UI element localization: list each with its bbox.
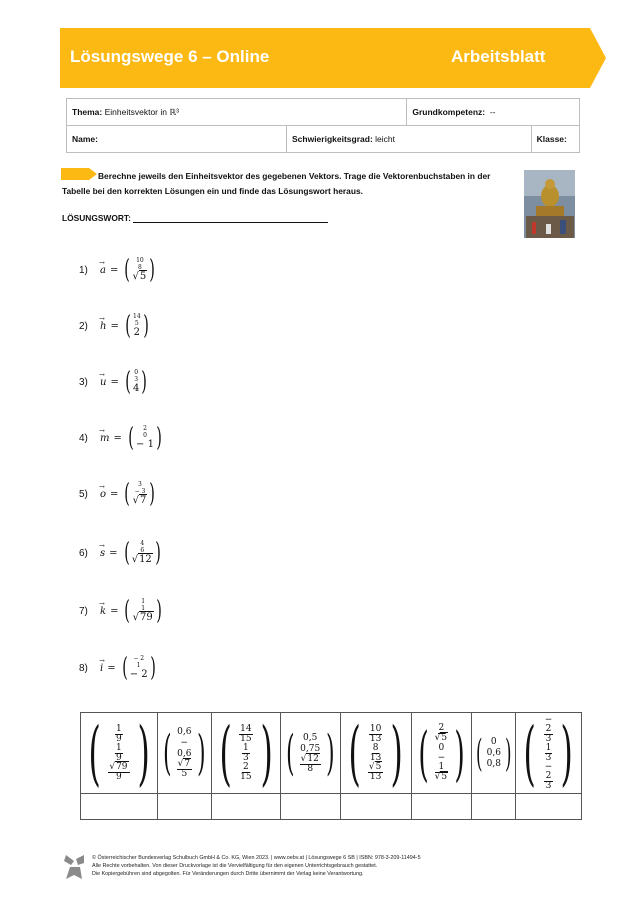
solution-cell xyxy=(411,713,472,794)
task-item xyxy=(79,313,151,339)
left-paren: ( xyxy=(128,423,134,453)
fraction xyxy=(545,744,553,763)
fraction xyxy=(108,763,129,782)
equals-sign: = xyxy=(109,264,119,276)
vector-letter: → k xyxy=(100,606,106,617)
left-paren: ( xyxy=(219,712,232,794)
answer-cell[interactable] xyxy=(472,794,516,820)
grundkompetenz-label: Grundkompetenz: xyxy=(412,107,486,117)
answer-letters-row xyxy=(81,794,582,820)
thema-label: Thema: xyxy=(72,106,103,117)
solution-cell xyxy=(340,713,411,794)
sqrt-sign: √ xyxy=(132,612,139,623)
component-y: − 0,6 xyxy=(177,738,192,759)
fraction xyxy=(435,754,448,782)
fraction xyxy=(115,725,123,744)
right-paren: ) xyxy=(149,479,156,509)
info-table xyxy=(66,98,580,153)
answer-cell[interactable] xyxy=(157,794,211,820)
vector-letter: → h xyxy=(100,321,106,332)
schwierigkeit-label: Schwierigkeitsgrad: xyxy=(292,134,373,144)
footer-line-3: Die Kopiergebühren sind abgegolten. Für Veränderungen durch Dritte übernimmt der Verlag keine Verantwortung. xyxy=(92,871,364,877)
task-number: 3) xyxy=(79,376,88,388)
denominator: 5 xyxy=(181,769,188,779)
equals-sign: = xyxy=(109,547,118,559)
task-number: 2) xyxy=(79,320,88,332)
component-y: − 3 xyxy=(134,488,146,495)
solution-cell xyxy=(516,713,581,794)
sqrt-radicand: 12 xyxy=(139,554,152,565)
solution-components xyxy=(368,725,383,782)
fraction xyxy=(368,763,383,782)
component-y: 0,6 xyxy=(486,747,501,758)
right-paren: ) xyxy=(454,718,465,788)
vector-components xyxy=(133,481,148,507)
fraction xyxy=(239,725,252,744)
solution-cell xyxy=(157,713,211,794)
solution-cell xyxy=(211,713,280,794)
solution-components xyxy=(435,724,448,782)
left-paren: ( xyxy=(124,479,131,509)
denominator: 9 xyxy=(116,733,122,744)
left-paren: ( xyxy=(88,712,101,794)
buddha-photo xyxy=(524,170,575,238)
solution-vectors-row xyxy=(81,713,582,794)
sqrt-radicand: 79 xyxy=(139,612,153,623)
vector-components xyxy=(133,369,139,395)
sqrt-radicand: 79 xyxy=(116,761,128,772)
schwierigkeit-cell xyxy=(287,126,532,153)
solution-vector xyxy=(212,712,280,794)
left-paren: ( xyxy=(125,311,131,341)
column-vector xyxy=(123,369,150,395)
right-paren: ) xyxy=(142,311,149,341)
column-vector xyxy=(122,481,157,507)
column-vector xyxy=(122,598,163,624)
task-number: 4) xyxy=(79,432,88,444)
vector-letter: → m xyxy=(100,433,109,444)
publisher-logo-icon xyxy=(62,853,86,881)
equals-sign: = xyxy=(110,376,119,388)
denominator: 9 xyxy=(116,752,122,763)
sqrt-sign: √ xyxy=(177,759,184,769)
left-paren: ( xyxy=(523,712,537,794)
sqrt-sign: √ xyxy=(132,495,139,506)
left-paren: ( xyxy=(476,731,483,775)
sqrt-sign: √ xyxy=(434,772,441,782)
equals-sign: = xyxy=(107,662,116,674)
solution-cell xyxy=(472,713,516,794)
vector-letter: → s xyxy=(100,548,105,559)
numerator: 1 xyxy=(242,742,249,753)
component-x: 2 xyxy=(143,425,147,432)
denominator: 3 xyxy=(242,752,249,763)
component-x: 14 xyxy=(133,313,141,320)
component-x: 0 xyxy=(490,736,497,747)
vector-components xyxy=(130,655,148,681)
denominator: 3 xyxy=(545,752,552,763)
solution-components xyxy=(177,727,192,779)
numerator xyxy=(368,763,383,773)
vector-letter: → u xyxy=(100,377,106,388)
numerator: 1 xyxy=(116,742,122,753)
right-paren: ) xyxy=(260,712,273,794)
name-label: Name: xyxy=(72,134,98,144)
denominator: 13 xyxy=(369,752,382,763)
vector-components xyxy=(132,540,153,566)
denominator xyxy=(435,773,448,782)
sqrt-sign: √ xyxy=(300,753,307,764)
fraction xyxy=(370,744,381,763)
fraction xyxy=(369,725,382,744)
equals-sign: = xyxy=(110,488,119,500)
column-vector xyxy=(122,540,163,566)
instruction-text: Berechne jeweils den Einheitsvektor des gegebenen Vektors. Trage die Vektorenbuchstaben in der Tabelle bei den korrekten Lösungen ein und finde das Lösungswort heraus. xyxy=(62,171,491,196)
thema-value: Einheitsvektor in ℝ³ xyxy=(104,106,179,117)
component-y: 0 xyxy=(438,743,445,753)
vector-letter: → o xyxy=(100,489,106,500)
right-paren: ) xyxy=(149,255,156,285)
task-number: 8) xyxy=(79,662,88,674)
component-x: 0,5 xyxy=(303,732,318,743)
component-x: 4 xyxy=(140,540,145,547)
denominator: 3 xyxy=(545,780,552,791)
document-type: Arbeitsblatt xyxy=(451,47,546,66)
solution-vector xyxy=(81,712,157,794)
task-item xyxy=(79,257,157,283)
solution-components xyxy=(487,737,501,770)
task-item xyxy=(79,540,163,566)
footer-line-1: © Österreichischer Bundesverlag Schulbuch GmbH & Co. KG, Wien 2023. | www.oebv.at | Lösungswege 6 SB | ISBN: 978-3-209-11494-5 xyxy=(92,855,421,861)
component-y: 0 xyxy=(143,432,147,439)
sqrt-sign: √ xyxy=(131,554,139,565)
component-y: 6 xyxy=(140,547,145,554)
task-number: 1) xyxy=(79,264,88,276)
left-paren: ( xyxy=(121,653,128,683)
solution-vector xyxy=(341,712,411,794)
numerator: 8 xyxy=(372,742,379,753)
right-paren: ) xyxy=(156,423,162,453)
solution-cell xyxy=(280,713,340,794)
equals-sign: = xyxy=(113,432,122,444)
component-z xyxy=(133,495,148,507)
equals-sign: = xyxy=(110,320,119,332)
thema-cell xyxy=(67,99,407,126)
component-x: 3 xyxy=(138,481,142,488)
solution-cell xyxy=(81,713,158,794)
component-y: 5 xyxy=(134,320,139,327)
fraction xyxy=(240,763,251,782)
right-paren: ) xyxy=(504,731,512,775)
solution-vector xyxy=(158,727,211,779)
fraction xyxy=(300,755,321,774)
component-x: 0,6 xyxy=(177,727,192,737)
fraction xyxy=(544,763,554,791)
task-item xyxy=(79,425,164,451)
answer-cell[interactable] xyxy=(516,794,581,820)
task-number: 7) xyxy=(79,605,88,617)
task-item xyxy=(79,369,150,395)
solution-vector xyxy=(472,731,515,775)
sqrt-sign: √ xyxy=(132,271,139,282)
numerator: 14 xyxy=(240,723,252,734)
right-paren: ) xyxy=(325,725,335,781)
left-paren: ( xyxy=(123,538,130,568)
sqrt-radicand: 7 xyxy=(184,759,191,769)
fraction xyxy=(435,724,448,743)
sqrt-radicand: 5 xyxy=(441,733,448,743)
component-y: 3 xyxy=(134,376,139,383)
fraction xyxy=(544,716,554,744)
column-vector xyxy=(126,425,164,451)
component-y: 8 xyxy=(137,264,142,271)
denominator: 9 xyxy=(116,771,122,782)
sqrt-sign: √ xyxy=(434,733,441,743)
task-number: 5) xyxy=(79,488,88,500)
component-y: 0,75 xyxy=(300,743,321,754)
solution-components xyxy=(300,733,321,774)
component-x: − 2 xyxy=(133,655,145,662)
footer xyxy=(92,854,421,878)
fraction xyxy=(242,744,250,763)
answer-cell[interactable] xyxy=(211,794,280,820)
solution-components xyxy=(544,716,554,791)
numerator: − 1 xyxy=(435,754,448,773)
vector-letter: → a xyxy=(100,265,106,276)
left-paren: ( xyxy=(417,718,429,788)
component-z: 0,8 xyxy=(486,758,501,769)
component-z: − 1 xyxy=(136,439,154,450)
right-paren: ) xyxy=(141,367,148,397)
answer-cell[interactable] xyxy=(280,794,340,820)
footer-line-2: Alle Rechte vorbehalten. Von dieser Druckvorlage ist die Vervielfältigung für den eigenen Unterrichtsgebrauch gestattet. xyxy=(92,863,378,869)
numerator xyxy=(108,763,129,773)
left-paren: ( xyxy=(124,596,131,626)
numerator: 10 xyxy=(369,723,382,734)
numerator xyxy=(300,755,321,765)
vector-components xyxy=(133,257,148,283)
sqrt-radicand: 12 xyxy=(307,753,319,764)
right-paren: ) xyxy=(149,653,156,683)
right-paren: ) xyxy=(390,712,404,794)
answer-cell[interactable] xyxy=(411,794,472,820)
fraction xyxy=(177,760,192,779)
component-y: 1 xyxy=(141,605,146,612)
solution-components xyxy=(108,725,129,782)
grundkompetenz-value: -- xyxy=(489,107,496,117)
numerator: 1 xyxy=(545,742,552,753)
buddha-statue-image xyxy=(524,170,575,238)
task-item xyxy=(79,655,158,681)
fraction xyxy=(115,744,123,763)
sqrt-radicand: 7 xyxy=(139,495,147,506)
answer-cell[interactable] xyxy=(81,794,158,820)
solution-vector xyxy=(412,718,472,788)
answer-cell[interactable] xyxy=(340,794,411,820)
page-title: Lösungswege 6 – Online xyxy=(70,47,270,66)
grundkompetenz-cell xyxy=(407,99,580,126)
numerator: − 2 xyxy=(544,714,553,734)
denominator: 8 xyxy=(307,763,314,774)
sqrt-radicand: 5 xyxy=(441,772,448,782)
solution-vector xyxy=(516,712,580,794)
solution-word-input-line[interactable] xyxy=(133,222,328,223)
left-paren: ( xyxy=(162,725,172,781)
vector-components xyxy=(133,598,154,624)
numerator: − 2 xyxy=(544,761,553,781)
component-z xyxy=(132,554,153,566)
solution-components xyxy=(239,725,252,782)
task-item xyxy=(79,481,157,507)
numerator: 2 xyxy=(242,761,249,772)
denominator: 13 xyxy=(369,771,382,782)
component-z xyxy=(133,271,148,283)
component-x: 0 xyxy=(134,369,139,376)
name-cell xyxy=(67,126,287,153)
left-paren: ( xyxy=(286,725,295,781)
equals-sign: = xyxy=(110,605,119,617)
numerator: 2 xyxy=(438,723,445,733)
denominator: 15 xyxy=(240,771,252,782)
vector-components xyxy=(133,313,141,339)
component-z xyxy=(133,612,154,624)
denominator xyxy=(435,734,448,743)
component-z: 4 xyxy=(133,383,140,394)
klasse-label: Klasse: xyxy=(536,134,567,144)
component-x: 1 xyxy=(141,598,146,605)
component-z: − 2 xyxy=(129,669,148,680)
sqrt-radicand: 5 xyxy=(375,761,382,772)
component-y: 1 xyxy=(136,662,141,669)
component-z: 2 xyxy=(133,327,140,338)
task-number: 6) xyxy=(79,547,88,559)
left-paren: ( xyxy=(348,712,361,794)
solution-vector xyxy=(281,725,340,781)
column-vector xyxy=(120,655,158,681)
solution-table xyxy=(80,712,582,820)
right-paren: ) xyxy=(156,596,162,626)
right-paren: ) xyxy=(560,712,574,794)
right-paren: ) xyxy=(197,725,206,781)
component-x: 10 xyxy=(136,257,144,264)
sqrt-sign: √ xyxy=(368,761,375,772)
vector-components xyxy=(136,425,154,451)
klasse-cell xyxy=(531,126,579,153)
sqrt-radicand: 5 xyxy=(139,271,147,282)
denominator: 13 xyxy=(369,733,382,744)
right-paren: ) xyxy=(155,538,161,568)
left-paren: ( xyxy=(125,367,131,397)
denominator: 15 xyxy=(240,733,252,744)
vector-letter: → i xyxy=(100,663,103,674)
left-paren: ( xyxy=(124,255,131,285)
right-paren: ) xyxy=(137,712,150,794)
task-item xyxy=(79,598,164,624)
schwierigkeit-value: leicht xyxy=(375,134,395,144)
denominator: 3 xyxy=(545,733,552,744)
sqrt-sign: √ xyxy=(109,761,116,772)
column-vector xyxy=(122,257,157,283)
column-vector xyxy=(123,313,151,339)
header-banner xyxy=(60,28,606,88)
solution-word-label: LÖSUNGSWORT: xyxy=(62,213,131,223)
numerator: 1 xyxy=(116,723,122,734)
